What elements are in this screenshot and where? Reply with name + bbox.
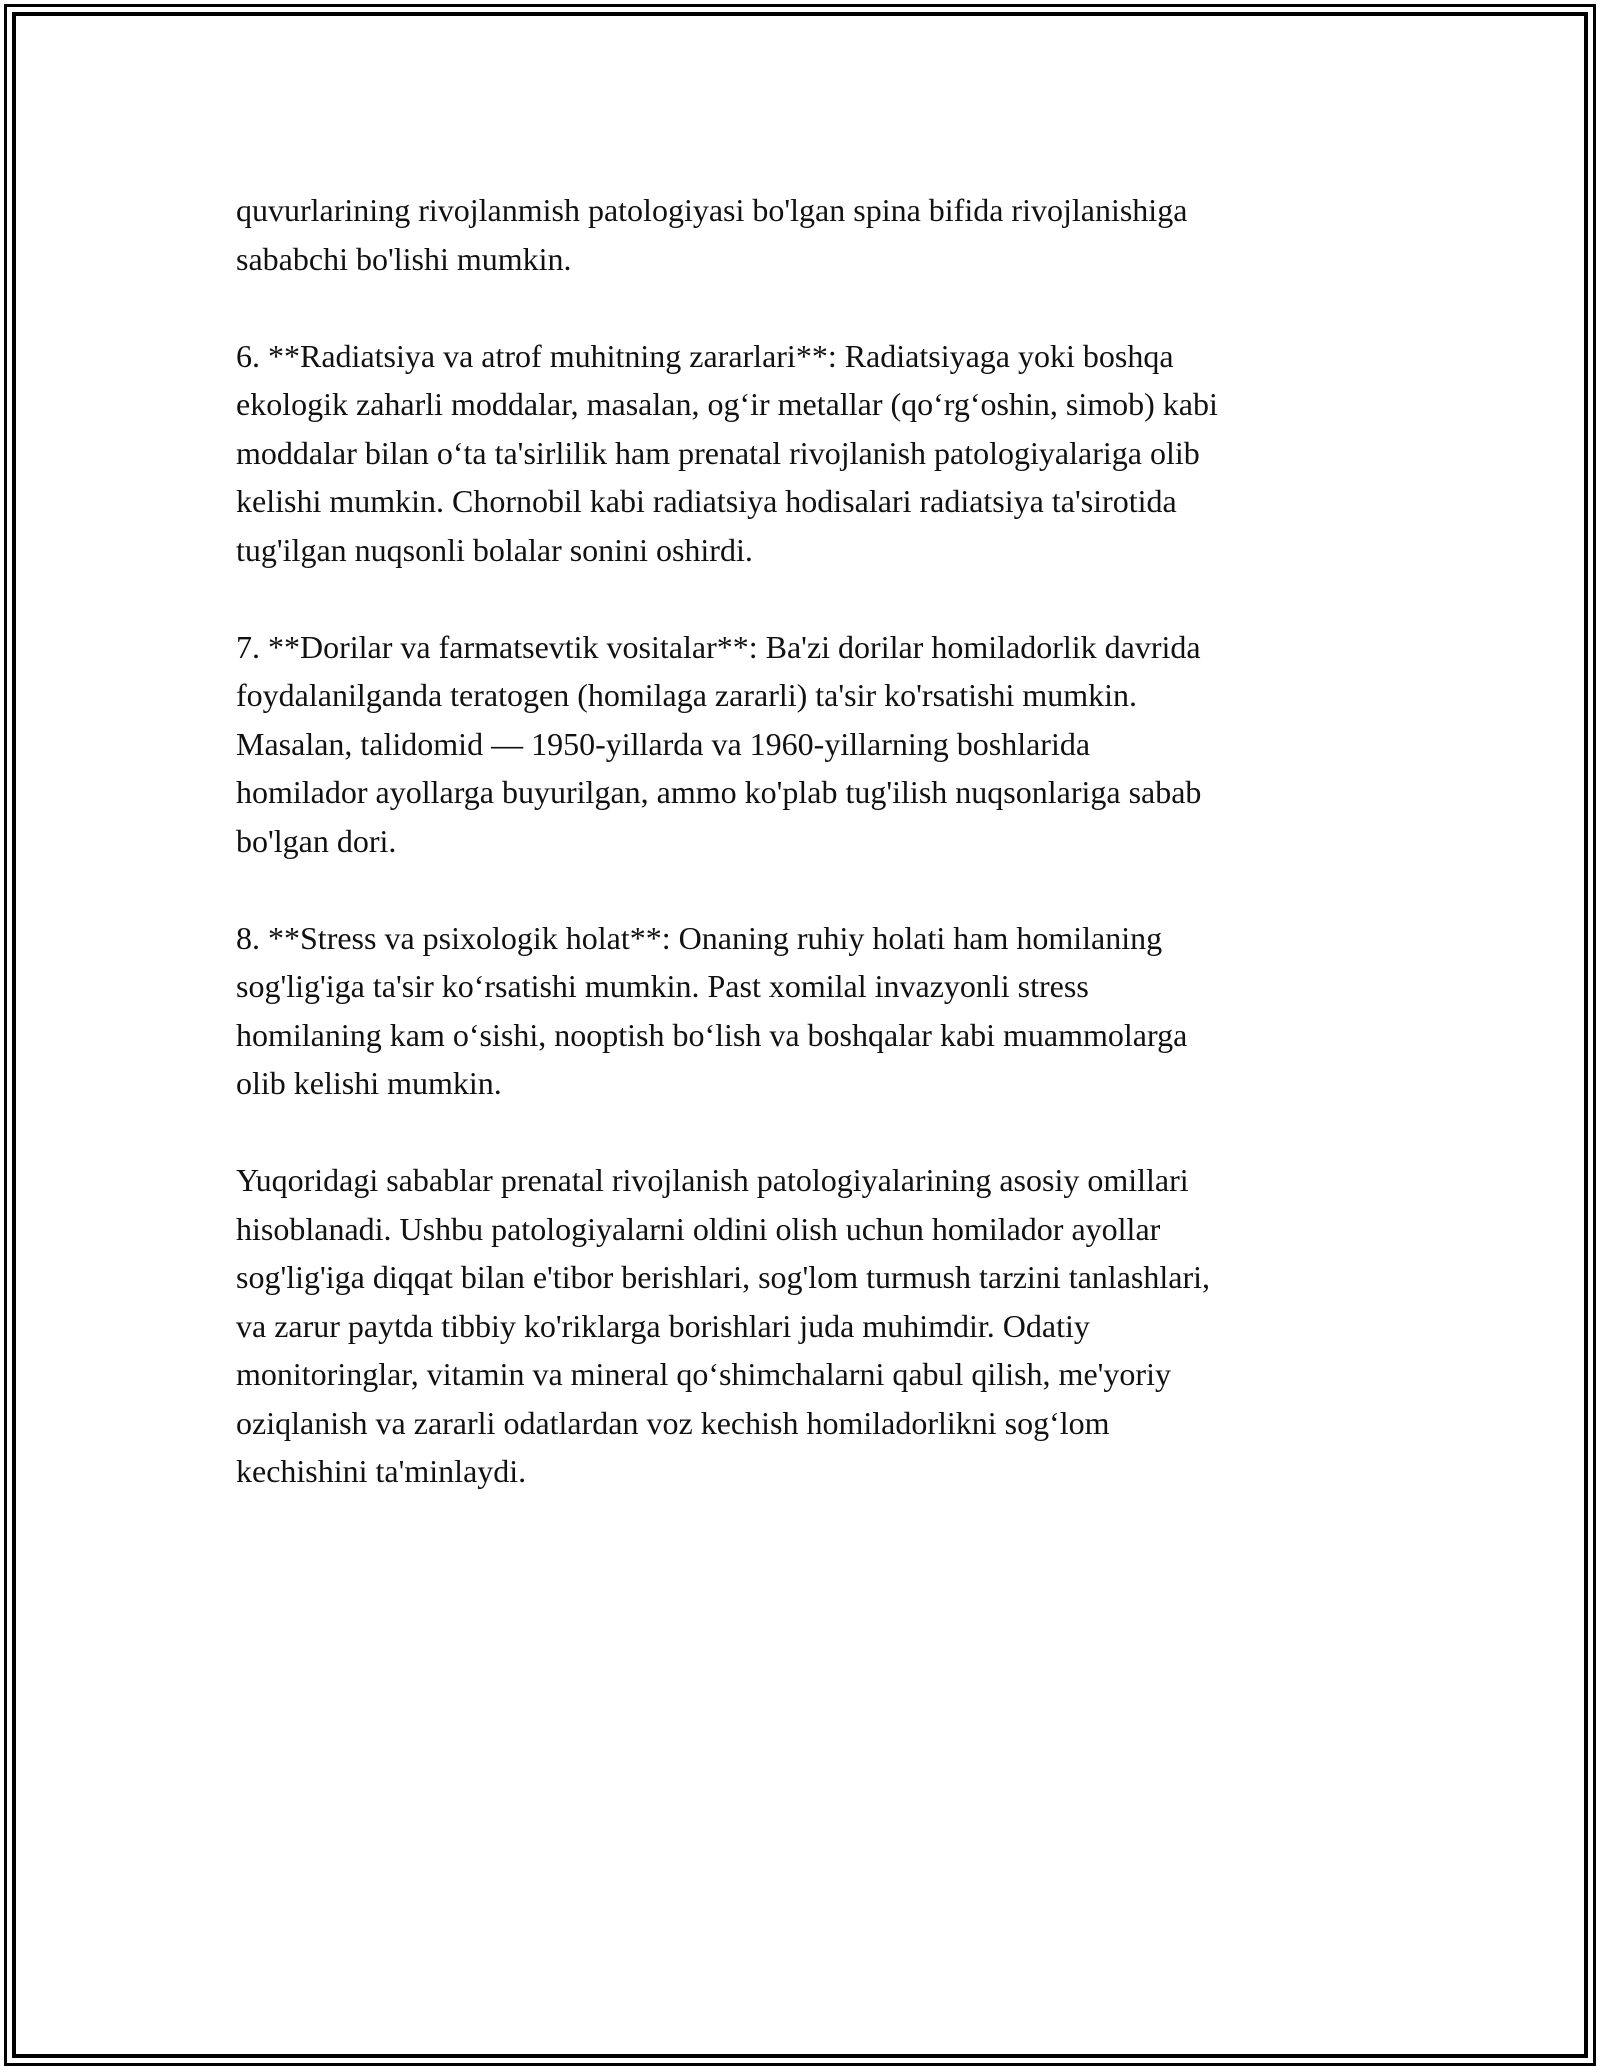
paragraph-radiation (236, 332, 1366, 575)
text-line: hisoblanadi. Ushbu patologiyalarni oldini olish uchun homilador ayollar (236, 1210, 1161, 1247)
text-line: homilador ayollarga buyurilgan, ammo ko'plab tug'ilish nuqsonlariga sabab (236, 774, 1202, 810)
text-line: foydalanilganda teratogen (homilaga zararli) ta'sir ko'rsatishi mumkin. (236, 677, 1138, 713)
text-line: 8. **Stress va psixologik holat**: Onaning ruhiy holati ham homilaning (236, 919, 1163, 956)
text-line: kechishini ta'minlaydi. (236, 1453, 527, 1489)
paragraph-stress (236, 914, 1366, 1108)
text-line: oziqlanish va zararli odatlardan voz kechish homiladorlikni sog‘lom (236, 1404, 1110, 1441)
text-line: Yuqoridagi sabablar prenatal rivojlanish patologiyalarining asosiy omillari (236, 1162, 1189, 1198)
text-line: monitoringlar, vitamin va mineral qo‘shimchalarni qabul qilish, me'yoriy (236, 1356, 1171, 1392)
paragraph-spina-bifida-continuation (236, 186, 1366, 283)
text-line: Masalan, talidomid — 1950-yillarda va 1960-yillarning boshlarida (236, 725, 1091, 762)
text-line: homilaning kam o‘sishi, nooptish bo‘lish va boshqalar kabi muammolarga (236, 1016, 1188, 1053)
text-line: sog'lig'iga ta'sir ko‘rsatishi mumkin. Past xomilal invazyonli stress (236, 968, 1089, 1004)
text-line: bo'lgan dori. (236, 822, 397, 859)
text-line: 7. **Dorilar va farmatsevtik vositalar**: Ba'zi dorilar homiladorlik davrida (236, 628, 1201, 665)
paragraph-conclusion (236, 1156, 1366, 1496)
text-line: ekologik zaharli moddalar, masalan, og‘ir metallar (qo‘rg‘oshin, simob) kabi (236, 386, 1218, 422)
text-line: kelishi mumkin. Chornobil kabi radiatsiya hodisalari radiatsiya ta'sirotida (236, 483, 1177, 519)
text-line: quvurlarining rivojlanmish patologiyasi bo'lgan spina bifida rivojlanishiga (236, 192, 1188, 228)
paragraph-medicines (236, 623, 1366, 866)
document-body (236, 186, 1366, 1544)
text-line: 6. **Radiatsiya va atrof muhitning zararlari**: Radiatsiyaga yoki boshqa (236, 337, 1174, 374)
text-line: olib kelishi mumkin. (236, 1065, 502, 1101)
text-line: va zarur paytda tibbiy ko'riklarga borishlari juda muhimdir. Odatiy (236, 1307, 1090, 1344)
text-line: sog'lig'iga diqqat bilan e'tibor berishlari, sog'lom turmush tarzini tanlashlari, (236, 1259, 1210, 1295)
text-line: moddalar bilan o‘ta ta'sirlilik ham prenatal rivojlanish patologiyalariga olib (236, 434, 1200, 471)
text-line: sababchi bo'lishi mumkin. (236, 240, 572, 277)
text-line: tug'ilgan nuqsonli bolalar sonini oshirdi. (236, 531, 753, 568)
